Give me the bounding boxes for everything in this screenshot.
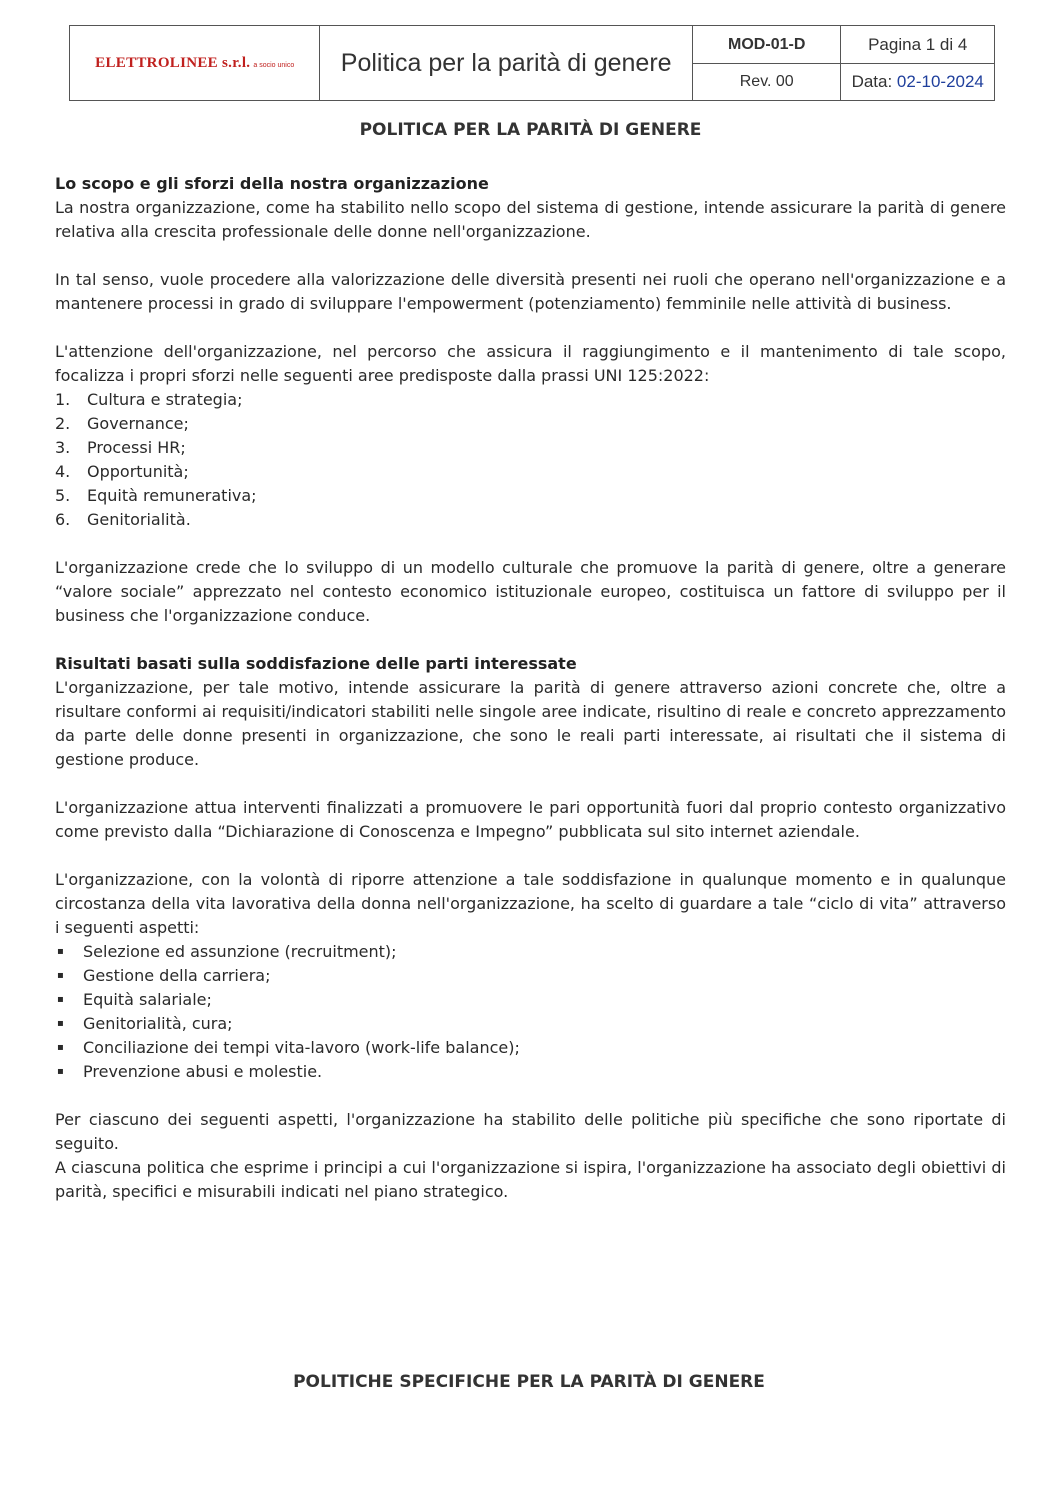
list-number: 6.	[55, 510, 71, 529]
list-item-text: Gestione della carriera;	[83, 966, 271, 985]
list-item-text: Genitorialità.	[87, 510, 191, 529]
list-item	[55, 484, 1006, 508]
list-item	[55, 436, 1006, 460]
paragraph: L'organizzazione attua interventi finalizzati a promuovere le pari opportunità fuori dal proprio contesto organizzativo come previsto dalla “Dichiarazione di Conoscenza e Impegno” pubblicata sul sito internet aziendale.	[55, 798, 1006, 841]
list-item	[55, 988, 1006, 1012]
list-item	[55, 508, 1006, 532]
aspects-list	[55, 940, 1006, 1084]
square-bullet-icon: ▪	[57, 994, 64, 1005]
paragraph: L'organizzazione crede che lo sviluppo di un modello culturale che promuove la parità di genere, oltre a generare “valore sociale” apprezzato nel contesto economico istituzionale europeo, costituisca un fattore di sviluppo per il business che l'organizzazione conduce.	[55, 558, 1006, 625]
list-item-text: Opportunità;	[87, 462, 189, 481]
list-item	[55, 964, 1006, 988]
list-item	[55, 1036, 1006, 1060]
square-bullet-icon: ▪	[57, 1042, 64, 1053]
list-item-text: Genitorialità, cura;	[83, 1014, 233, 1033]
document-body	[55, 118, 1006, 1204]
company-logo-cell	[70, 26, 320, 101]
list-item-text: Equità remunerativa;	[87, 486, 257, 505]
next-section-title: POLITICHE SPECIFICHE PER LA PARITÀ DI GENERE	[293, 1372, 765, 1392]
areas-list	[55, 388, 1006, 532]
list-item-text: Governance;	[87, 414, 189, 433]
list-item-text: Cultura e strategia;	[87, 390, 243, 409]
paragraph: In tal senso, vuole procedere alla valorizzazione delle diversità presenti nei ruoli che operano nell'organizzazione e a mantenere processi in grado di sviluppare l'empowerment (potenziamento) femminile nelle attività di business.	[55, 270, 1006, 313]
list-item	[55, 1060, 1006, 1084]
list-item	[55, 460, 1006, 484]
paragraph: L'organizzazione, per tale motivo, intende assicurare la parità di genere attraverso azioni concrete che, oltre a risultare conformi ai requisiti/indicatori stabiliti nelle singole aree indicate, risultino di reale e concreto apprezzamento da parte delle donne presenti in organizzazione, che sono le reali parti interessate, ai risultati che il sistema di gestione produce.	[55, 678, 1006, 769]
list-item	[55, 412, 1006, 436]
square-bullet-icon: ▪	[57, 970, 64, 981]
date-label: Data:	[851, 72, 897, 91]
company-name: ELETTROLINEE s.r.l.	[95, 55, 251, 71]
list-item-text: Equità salariale;	[83, 990, 212, 1009]
document-header	[69, 25, 995, 101]
square-bullet-icon: ▪	[57, 1066, 64, 1077]
list-item	[55, 940, 1006, 964]
list-number: 2.	[55, 414, 71, 433]
list-number: 3.	[55, 438, 71, 457]
list-item	[55, 1012, 1006, 1036]
list-item-text: Conciliazione dei tempi vita-lavoro (work-life balance);	[83, 1038, 520, 1057]
square-bullet-icon: ▪	[57, 1018, 64, 1029]
revision: Rev. 00	[692, 64, 840, 101]
list-item-text: Processi HR;	[87, 438, 186, 457]
list-item-text: Selezione ed assunzione (recruitment);	[83, 942, 397, 961]
list-item	[55, 388, 1006, 412]
square-bullet-icon: ▪	[57, 946, 64, 957]
section-heading-scope: Lo scopo e gli sforzi della nostra organizzazione	[55, 174, 489, 193]
company-subtitle: a socio unico	[253, 62, 295, 69]
page-number: Pagina 1 di 4	[841, 26, 995, 64]
paragraph: L'attenzione dell'organizzazione, nel percorso che assicura il raggiungimento e il mantenimento di tale scopo, focalizza i propri sforzi nelle seguenti aree predisposte dalla prassi UNI 125:2022:	[55, 342, 1006, 385]
paragraph: Per ciascuno dei seguenti aspetti, l'organizzazione ha stabilito delle politiche più specifiche che sono riportate di seguito.	[55, 1110, 1006, 1153]
document-date	[841, 64, 995, 101]
paragraph: La nostra organizzazione, come ha stabilito nello scopo del sistema di gestione, intende assicurare la parità di genere relativa alla crescita professionale delle donne nell'organizzazione.	[55, 198, 1006, 241]
page-title: POLITICA PER LA PARITÀ DI GENERE	[359, 120, 702, 140]
date-value: 02-10-2024	[896, 72, 984, 91]
list-number: 5.	[55, 486, 71, 505]
paragraph: L'organizzazione, con la volontà di riporre attenzione a tale soddisfazione in qualunque momento e in qualunque circostanza della vita lavorativa della donna nell'organizzazione, ha scelto di guardare a tale “ciclo di vita” attraverso i seguenti aspetti:	[55, 870, 1006, 937]
list-number: 4.	[55, 462, 71, 481]
list-item-text: Prevenzione abusi e molestie.	[83, 1062, 323, 1081]
list-number: 1.	[55, 390, 71, 409]
document-code: MOD-01-D	[692, 26, 840, 64]
section-heading-results: Risultati basati sulla soddisfazione delle parti interessate	[55, 654, 577, 673]
paragraph: A ciascuna politica che esprime i principi a cui l'organizzazione si ispira, l'organizzazione ha associato degli obiettivi di parità, specifici e misurabili indicati nel piano strategico.	[55, 1158, 1006, 1201]
header-doc-title: Politica per la parità di genere	[320, 26, 693, 101]
